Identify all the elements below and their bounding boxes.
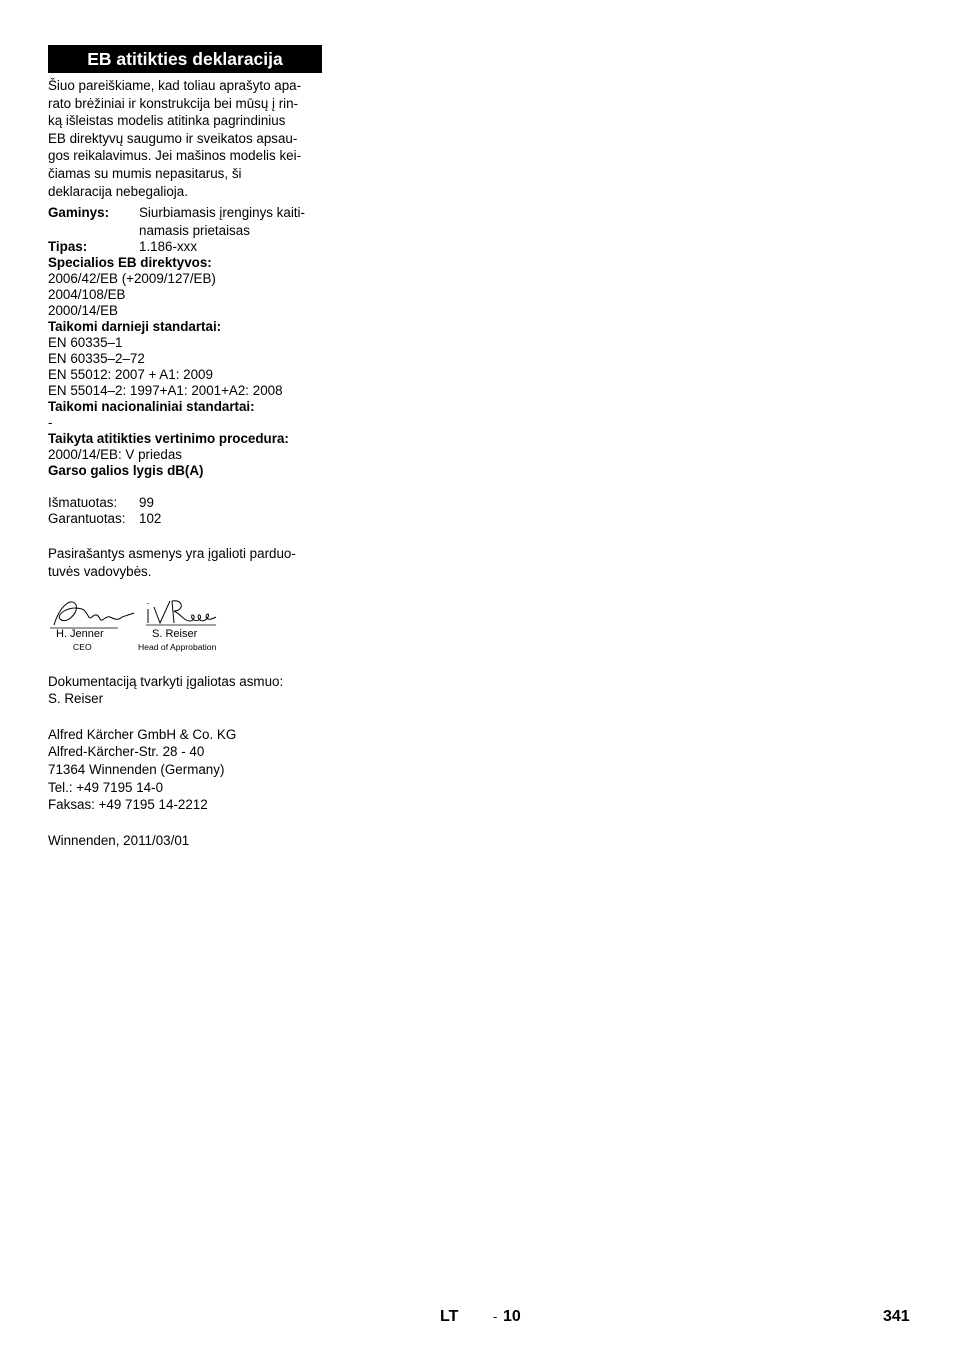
guaranteed-label: Garantuotas: [48,511,126,527]
intro-line: ką išleistas modelis atitinka pagrindinius [48,113,286,129]
product-value-line: Siurbiamasis įrenginys kaiti- [139,205,305,221]
intro-paragraph [48,77,322,200]
address-line: 71364 Winnenden (Germany) [48,761,225,777]
intro-line: EB direktyvų saugumo ir sveikatos apsau- [48,130,298,146]
measured-label: Išmatuotas: [48,495,118,511]
documentation-line: S. Reiser [48,691,104,707]
place-date [48,832,322,850]
handwritten-signature-icon [48,595,138,631]
address-line: Alfred-Kärcher-Str. 28 - 40 [48,744,205,760]
intro-line: gos reikalavimus. Jei mašinos modelis kei- [48,148,302,164]
intro-line: rato brėžiniai ir konstrukcija bei mūsų į rin- [48,95,299,111]
spec-list [48,239,322,527]
signer-role: Head of Approbation [138,641,217,652]
product-value [139,204,322,239]
intro-line: čiamas su mumis nepasitarus, ši [48,165,242,181]
declaration-column [48,45,322,849]
signatories-line: Pasirašantys asmenys yra įgalioti parduo- [48,546,296,562]
address-line: Alfred Kärcher GmbH & Co. KG [48,726,237,742]
page-title: EB atitikties deklaracija [48,45,322,73]
signer-name: S. Reiser [152,627,198,640]
type-value: 1.186-xxx [139,239,198,255]
intro-line: Šiuo pareiškiame, kad toliau aprašyto apa- [48,78,302,93]
directive-item: 2004/108/EB [48,287,126,303]
signer-name: H. Jenner [56,627,104,640]
standard-item: EN 55012: 2007 + A1: 2009 [48,367,213,383]
directive-item: 2006/42/EB (+2009/127/EB) [48,271,216,287]
procedure-label: Taikyta atitikties vertinimo procedura: [48,431,289,447]
standard-item: EN 55014–2: 1997+A1: 2001+A2: 2008 [48,383,283,399]
guaranteed-value: 102 [139,511,162,527]
product-label: Gaminys: [48,205,110,221]
product-value-line: namasis prietaisas [139,222,250,238]
product-row [48,204,322,239]
measured-value: 99 [139,495,154,511]
place-date-line: Winnenden, 2011/03/01 [48,832,190,848]
sound-label: Garso galios lygis dB(A) [48,463,204,479]
national-value: - [48,415,53,431]
national-label: Taikomi nacionaliniai standartai: [48,399,255,415]
signature-jenner [48,595,138,652]
signatories-line: tuvės vadovybės. [48,563,152,579]
documentation-line: Dokumentaciją tvarkyti įgaliotas asmuo: [48,673,284,689]
handwritten-signature-icon [140,595,220,629]
guaranteed-row [48,511,322,527]
measured-row [48,495,322,511]
standard-item: EN 60335–1 [48,335,123,351]
signer-role: CEO [73,641,92,652]
address-line: Tel.: +49 7195 14-0 [48,779,164,795]
footer-page-number: 341 [883,1308,910,1325]
standard-item: EN 60335–2–72 [48,351,145,367]
harmonized-label: Taikomi darnieji standartai: [48,319,222,335]
documentation-paragraph [48,673,322,708]
footer-language: LT [440,1308,459,1325]
procedure-value: 2000/14/EB: V priedas [48,447,182,463]
signature-area [48,595,322,657]
directives-label: Specialios EB direktyvos: [48,255,212,271]
type-row [48,239,322,255]
signature-reiser [138,595,240,652]
signatories-paragraph [48,545,322,580]
company-address [48,726,322,814]
footer-section-page: 10 [503,1308,521,1325]
footer-dash: - [493,1309,498,1324]
type-label: Tipas: [48,239,88,255]
address-line: Faksas: +49 7195 14-2212 [48,797,208,813]
intro-line: deklaracija nebegalioja. [48,183,188,199]
directive-item: 2000/14/EB [48,303,118,319]
